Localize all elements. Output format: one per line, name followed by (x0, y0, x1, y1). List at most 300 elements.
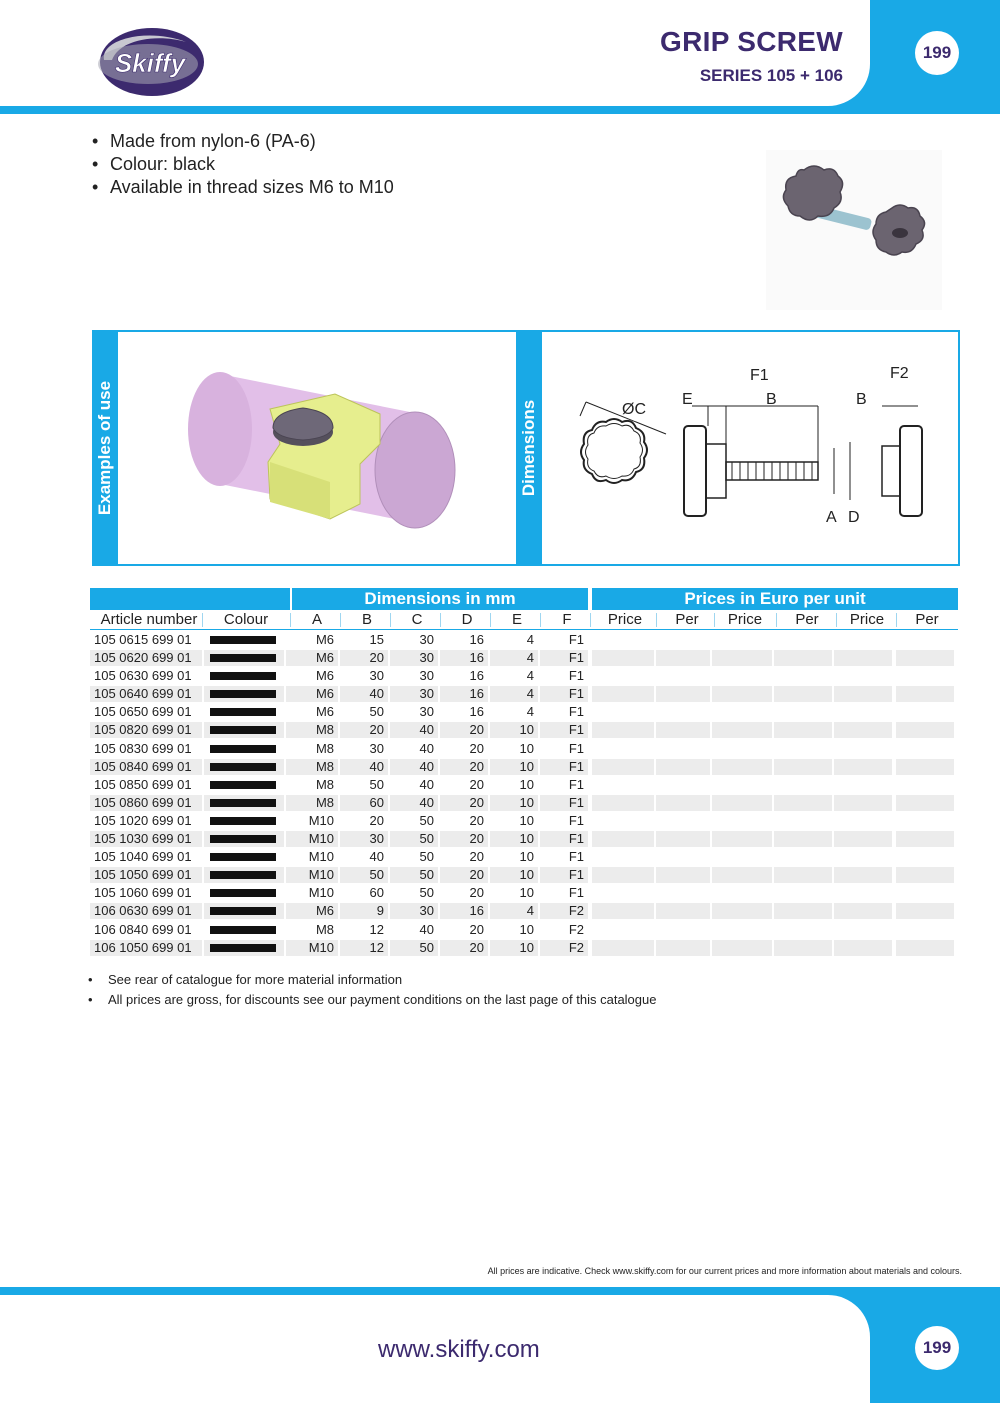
table-row (90, 667, 958, 685)
cell-per (896, 668, 954, 684)
footer-page-number-badge: 199 (915, 1326, 959, 1370)
cell-b: 30 (369, 740, 384, 756)
cell-per (896, 777, 954, 793)
feature-item: • Made from nylon-6 (PA-6) (92, 130, 394, 153)
cell-per (774, 831, 832, 847)
note-item: • All prices are gross, for discounts see our payment conditions on the last page of this catalogue (88, 990, 656, 1010)
cell-article-number: 106 0630 699 01 (90, 903, 202, 919)
feature-item: • Available in thread sizes M6 to M10 (92, 176, 394, 199)
cell-a: M8 (286, 759, 338, 775)
cell-per (656, 777, 710, 793)
skiffy-logo (90, 20, 206, 100)
dimensions-label-bar (516, 330, 542, 566)
cell-d: 20 (469, 849, 484, 865)
cell-d: 20 (440, 722, 488, 738)
cell-c: 40 (419, 921, 434, 937)
cell-price (592, 777, 654, 793)
cell-per (774, 867, 832, 883)
cell-per (656, 741, 710, 757)
table-row (90, 685, 958, 703)
table-row (90, 812, 958, 830)
cell-f: F1 (568, 740, 584, 756)
cell-per (774, 632, 832, 648)
cell-c: 30 (419, 668, 434, 684)
cell-price (592, 686, 654, 702)
table-row (90, 902, 958, 920)
cell-b: 40 (340, 759, 388, 775)
page-title: GRIP SCREW (660, 26, 843, 57)
cell-a: M10 (308, 849, 334, 865)
cell-per (896, 903, 954, 919)
colour-swatch (210, 817, 276, 825)
col-price-1: Price (607, 611, 643, 628)
cell-article-number: 105 0850 699 01 (94, 776, 192, 792)
col-per-1: Per (675, 611, 699, 628)
cell-a: M10 (308, 812, 334, 828)
cell-per (896, 867, 954, 883)
cell-c: 50 (419, 812, 434, 828)
table-row (90, 703, 958, 721)
dim-label-e: E (682, 391, 693, 408)
cell-f: F1 (540, 686, 588, 702)
cell-article-number: 105 0830 699 01 (94, 740, 192, 756)
cell-a: M8 (315, 776, 334, 792)
cell-d: 20 (440, 867, 488, 883)
cell-price (834, 632, 892, 648)
table-row (90, 848, 958, 866)
column-header-row (90, 610, 958, 630)
prices-group-header: Prices in Euro per unit (592, 588, 958, 610)
cell-a: M6 (315, 668, 334, 684)
cell-price (592, 813, 654, 829)
cell-per (896, 686, 954, 702)
cell-article-number: 105 1060 699 01 (94, 885, 192, 901)
cell-per (896, 722, 954, 738)
cell-per (656, 795, 710, 811)
cell-price (712, 650, 772, 666)
col-per-3: Per (915, 611, 939, 628)
cell-f: F2 (540, 940, 588, 956)
table-row (90, 884, 958, 902)
cell-e: 10 (519, 885, 534, 901)
cell-article-number: 105 0820 699 01 (90, 722, 202, 738)
cell-per (896, 940, 954, 956)
cell-f: F1 (540, 722, 588, 738)
col-e: E (511, 611, 522, 628)
cell-d: 16 (440, 686, 488, 702)
col-f: F (562, 611, 572, 628)
cell-per (774, 903, 832, 919)
cell-price (712, 632, 772, 648)
cell-d: 20 (469, 740, 484, 756)
cell-price (834, 650, 892, 666)
colour-swatch (210, 781, 276, 789)
page-subtitle: SERIES 105 + 106 (699, 66, 843, 85)
cell-e: 10 (519, 921, 534, 937)
cell-c: 50 (390, 867, 438, 883)
cell-per (774, 741, 832, 757)
cell-price (834, 885, 892, 901)
cell-price (712, 867, 772, 883)
cell-d: 16 (440, 903, 488, 919)
cell-c: 40 (390, 759, 438, 775)
cell-f: F1 (568, 812, 584, 828)
cell-price (592, 704, 654, 720)
cell-per (774, 813, 832, 829)
table-row (90, 939, 958, 957)
cell-per (896, 650, 954, 666)
cell-price (592, 650, 654, 666)
table-body (90, 631, 958, 957)
cell-price (834, 831, 892, 847)
cell-c: 30 (390, 903, 438, 919)
cell-price (592, 940, 654, 956)
cell-e: 4 (526, 704, 534, 720)
colour-swatch (210, 726, 276, 734)
table-row (90, 921, 958, 939)
cell-price (834, 704, 892, 720)
page-number-badge: 199 (915, 31, 959, 75)
cell-b: 20 (369, 812, 384, 828)
cell-price (592, 759, 654, 775)
cell-b: 30 (340, 831, 388, 847)
examples-label-bar (92, 330, 118, 566)
cell-f: F2 (540, 903, 588, 919)
cell-e: 10 (490, 722, 538, 738)
cell-d: 20 (469, 776, 484, 792)
colour-swatch (210, 763, 276, 771)
cell-d: 20 (440, 795, 488, 811)
cell-b: 60 (369, 885, 384, 901)
svg-text:Skiffy: Skiffy (114, 48, 186, 78)
colour-swatch (210, 654, 276, 662)
cell-e: 4 (490, 650, 538, 666)
cell-price (712, 686, 772, 702)
cell-c: 40 (390, 795, 438, 811)
cell-c: 50 (390, 940, 438, 956)
cell-price (712, 849, 772, 865)
cell-e: 10 (519, 776, 534, 792)
cell-per (656, 722, 710, 738)
cell-price (592, 849, 654, 865)
cell-price (834, 922, 892, 938)
col-d: D (461, 611, 473, 628)
cell-per (896, 885, 954, 901)
cell-per (656, 813, 710, 829)
col-per-2: Per (795, 611, 819, 628)
dim-label-b: B (766, 391, 777, 408)
cell-price (712, 741, 772, 757)
colour-swatch (210, 889, 276, 897)
cell-per (896, 849, 954, 865)
cell-price (834, 759, 892, 775)
cell-a: M10 (308, 885, 334, 901)
cell-per (774, 650, 832, 666)
cell-d: 16 (469, 668, 484, 684)
cell-per (774, 686, 832, 702)
dimensions-group-header: Dimensions in mm (292, 588, 588, 610)
cell-c: 30 (390, 650, 438, 666)
cell-article-number: 105 0860 699 01 (90, 795, 202, 811)
cell-e: 10 (490, 867, 538, 883)
cell-price (834, 686, 892, 702)
cell-price (592, 885, 654, 901)
cell-d: 20 (469, 812, 484, 828)
dimensions-drawing (544, 334, 956, 562)
cell-per (896, 831, 954, 847)
cell-f: F1 (568, 885, 584, 901)
dim-label-d: D (848, 509, 860, 526)
cell-per (774, 722, 832, 738)
cell-b: 9 (340, 903, 388, 919)
cell-article-number: 105 1020 699 01 (94, 812, 192, 828)
dim-label-f2: F2 (890, 365, 909, 382)
feature-item: • Colour: black (92, 153, 394, 176)
cell-f: F1 (568, 632, 584, 647)
cell-d: 16 (469, 632, 484, 647)
examples-label: Examples of use (95, 380, 114, 516)
table-row (90, 758, 958, 776)
cell-price (834, 940, 892, 956)
table-row (90, 631, 958, 649)
cell-per (656, 704, 710, 720)
cell-c: 30 (390, 686, 438, 702)
cell-e: 10 (490, 940, 538, 956)
cell-per (656, 632, 710, 648)
col-b: B (361, 611, 372, 628)
cell-article-number: 105 1050 699 01 (90, 867, 202, 883)
cell-price (592, 922, 654, 938)
cell-price (592, 722, 654, 738)
cell-f: F1 (568, 849, 584, 865)
feature-list (92, 130, 394, 199)
cell-per (896, 813, 954, 829)
cell-b: 20 (340, 722, 388, 738)
cell-b: 50 (369, 704, 384, 720)
cell-price (712, 759, 772, 775)
cell-price (712, 885, 772, 901)
colour-swatch (210, 745, 276, 753)
cell-per (774, 759, 832, 775)
cell-b: 12 (369, 921, 384, 937)
cell-price (834, 777, 892, 793)
dimensions-label: Dimensions (519, 399, 538, 497)
cell-per (656, 849, 710, 865)
cell-price (712, 668, 772, 684)
cell-price (592, 795, 654, 811)
cell-d: 20 (440, 759, 488, 775)
cell-b: 50 (340, 867, 388, 883)
cell-e: 4 (490, 686, 538, 702)
cell-article-number: 105 0640 699 01 (90, 686, 202, 702)
notes-list (88, 970, 656, 1009)
cell-article-number: 106 1050 699 01 (90, 940, 202, 956)
cell-price (834, 722, 892, 738)
colour-swatch (210, 907, 276, 915)
table-row (90, 830, 958, 848)
colour-swatch (210, 636, 276, 644)
cell-price (712, 940, 772, 956)
cell-per (896, 632, 954, 648)
colour-swatch (210, 835, 276, 843)
col-price-3: Price (849, 611, 885, 628)
cell-c: 40 (419, 776, 434, 792)
cell-price (834, 867, 892, 883)
cell-per (774, 668, 832, 684)
cell-f: F1 (540, 650, 588, 666)
cell-price (592, 867, 654, 883)
cell-price (712, 831, 772, 847)
cell-article-number: 105 0840 699 01 (90, 759, 202, 775)
cell-price (834, 668, 892, 684)
colour-swatch (210, 799, 276, 807)
cell-per (774, 922, 832, 938)
colour-swatch (210, 690, 276, 698)
cell-price (712, 777, 772, 793)
cell-per (896, 741, 954, 757)
cell-per (656, 759, 710, 775)
cell-per (896, 795, 954, 811)
colour-swatch (210, 672, 276, 680)
cell-f: F1 (568, 776, 584, 792)
cell-price (592, 903, 654, 919)
cell-a: M6 (286, 650, 338, 666)
cell-price (834, 741, 892, 757)
cell-f: F1 (540, 759, 588, 775)
cell-c: 50 (419, 849, 434, 865)
cell-per (656, 940, 710, 956)
cell-b: 60 (340, 795, 388, 811)
cell-price (592, 741, 654, 757)
dim-label-a: A (826, 509, 837, 526)
product-photo (766, 150, 942, 310)
col-a: A (311, 611, 322, 628)
table-row (90, 776, 958, 794)
cell-per (656, 867, 710, 883)
cell-price (834, 795, 892, 811)
colour-swatch (210, 853, 276, 861)
cell-a: M10 (286, 831, 338, 847)
cell-a: M8 (286, 795, 338, 811)
cell-e: 10 (490, 795, 538, 811)
cell-per (656, 668, 710, 684)
table-row (90, 866, 958, 884)
cell-price (592, 632, 654, 648)
cell-per (774, 849, 832, 865)
indicative-prices-note: All prices are indicative. Check www.skiffy.com for our current prices and more information about materials and colours. (487, 1266, 962, 1276)
table-row (90, 649, 958, 667)
cell-b: 12 (340, 940, 388, 956)
cell-per (774, 795, 832, 811)
cell-b: 40 (340, 686, 388, 702)
colour-swatch (210, 871, 276, 879)
website-link[interactable]: www.skiffy.com (378, 1336, 540, 1363)
cell-d: 20 (469, 921, 484, 937)
cell-e: 4 (526, 632, 534, 647)
cell-b: 50 (369, 776, 384, 792)
cell-b: 20 (340, 650, 388, 666)
col-price-2: Price (727, 611, 763, 628)
cell-d: 20 (440, 831, 488, 847)
note-item: • See rear of catalogue for more material information (88, 970, 656, 990)
cell-e: 10 (490, 831, 538, 847)
cell-b: 15 (369, 632, 384, 647)
cell-e: 10 (519, 849, 534, 865)
cell-c: 30 (419, 632, 434, 647)
cell-e: 4 (526, 668, 534, 684)
cell-price (712, 903, 772, 919)
cell-article-number: 106 0840 699 01 (94, 921, 192, 937)
dim-label-b2: B (856, 391, 867, 408)
cell-f: F1 (568, 704, 584, 720)
cell-per (774, 777, 832, 793)
cell-per (656, 922, 710, 938)
cell-c: 50 (390, 831, 438, 847)
cell-c: 50 (419, 885, 434, 901)
cell-e: 10 (519, 812, 534, 828)
cell-article-number: 105 1030 699 01 (90, 831, 202, 847)
cell-article-number: 105 0615 699 01 (94, 632, 192, 647)
table-row (90, 721, 958, 739)
cell-a: M8 (286, 722, 338, 738)
cell-price (712, 722, 772, 738)
dim-label-f1: F1 (750, 367, 769, 384)
cell-price (712, 813, 772, 829)
colour-swatch (210, 926, 276, 934)
cell-a: M8 (315, 921, 334, 937)
cell-e: 4 (490, 903, 538, 919)
cell-price (592, 831, 654, 847)
cell-a: M6 (315, 632, 334, 647)
table-row (90, 794, 958, 812)
cell-article-number: 105 0630 699 01 (94, 668, 192, 684)
colour-swatch (210, 708, 276, 716)
cell-per (896, 704, 954, 720)
cell-per (896, 922, 954, 938)
cell-price (712, 704, 772, 720)
cell-per (656, 686, 710, 702)
cell-per (774, 885, 832, 901)
cell-d: 16 (469, 704, 484, 720)
cell-price (834, 813, 892, 829)
cell-article-number: 105 0650 699 01 (94, 704, 192, 720)
table-group-spacer (90, 588, 290, 610)
cell-price (834, 903, 892, 919)
cell-price (712, 795, 772, 811)
col-colour: Colour (223, 611, 269, 628)
cell-f: F1 (540, 795, 588, 811)
cell-per (656, 903, 710, 919)
dim-label-c: ØC (622, 401, 646, 418)
cell-per (896, 759, 954, 775)
col-article-number: Article number (100, 611, 198, 628)
cell-a: M6 (286, 903, 338, 919)
colour-swatch (210, 944, 276, 952)
cell-d: 16 (440, 650, 488, 666)
cell-per (774, 940, 832, 956)
cell-price (712, 922, 772, 938)
cell-e: 10 (490, 759, 538, 775)
cell-a: M10 (286, 867, 338, 883)
cell-d: 20 (469, 885, 484, 901)
cell-f: F1 (568, 668, 584, 684)
example-of-use-illustration (120, 334, 514, 562)
cell-c: 40 (419, 740, 434, 756)
cell-e: 10 (519, 740, 534, 756)
cell-price (834, 849, 892, 865)
cell-b: 40 (369, 849, 384, 865)
cell-f: F1 (540, 867, 588, 883)
